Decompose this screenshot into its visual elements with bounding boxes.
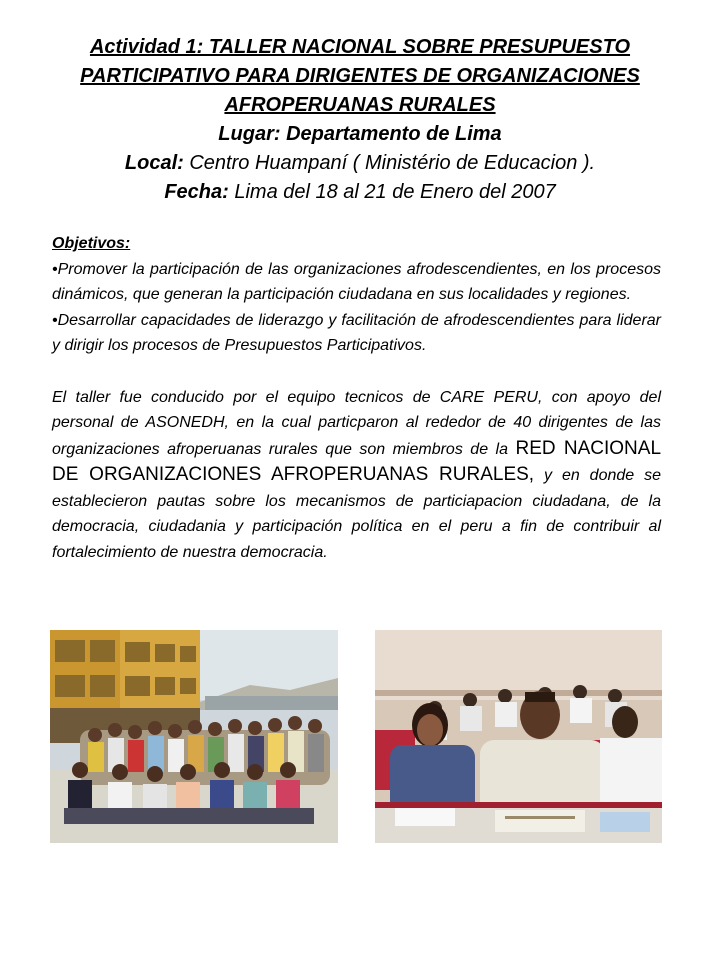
group-photo	[50, 630, 338, 843]
title-line-3: AFROPERUANAS RURALES	[224, 94, 496, 116]
lugar-text: Lugar: Departamento de Lima	[218, 123, 502, 145]
paragraph-part-2: y en donde se establecieron pautas sobre los mecanismos de particiapacion ciudadana, de la democracia, ciudadania y participación política en el peru a fin de contribuir al fortalecimiento de nuestra democracia.	[52, 467, 662, 561]
lugar-line	[40, 120, 680, 149]
paragraph-part-1: El taller fue conducido por el equipo tecnicos de CARE PERU, con apoyo del personal de ASONEDH, en la cual particparon al rededor de 40 dirigentes de las organizaciones afroperuanas rurales que son miembros de la	[52, 388, 661, 458]
local-value: Centro Huampaní ( Ministério de Educacion ).	[183, 152, 596, 174]
fecha-label: Fecha:	[164, 181, 229, 203]
classroom-photo	[375, 630, 662, 843]
paragraph-spacer	[52, 359, 661, 385]
document-header	[40, 33, 680, 207]
objectives-heading: Objetivos:	[52, 235, 131, 252]
title-line-2: PARTICIPATIVO PARA DIRIGENTES DE ORGANIZACIONES	[80, 65, 640, 87]
network-name: RED NACIONAL DE ORGANIZACIONES AFROPERUANAS RURALES,	[52, 437, 662, 485]
workshop-paragraph	[52, 385, 661, 566]
fecha-value: Lima del 18 al 21 de Enero del 2007	[228, 181, 556, 203]
title-line-1: Actividad 1: TALLER NACIONAL SOBRE PRESUPUESTO	[89, 36, 631, 58]
document-body	[52, 231, 661, 565]
local-label: Local:	[124, 152, 184, 174]
objective-item-2: •Desarrollar capacidades de liderazgo y facilitación de afrodescendientes para liderar y dirigir los procesos de Presupuestos Participativos.	[52, 311, 661, 354]
objective-item-1: •Promover la participación de las organizaciones afrodescendientes, en los procesos dinámicos, que generan la participación ciudadana en sus localidades y regiones.	[52, 260, 661, 303]
local-line	[40, 149, 680, 178]
fecha-line	[40, 178, 680, 207]
